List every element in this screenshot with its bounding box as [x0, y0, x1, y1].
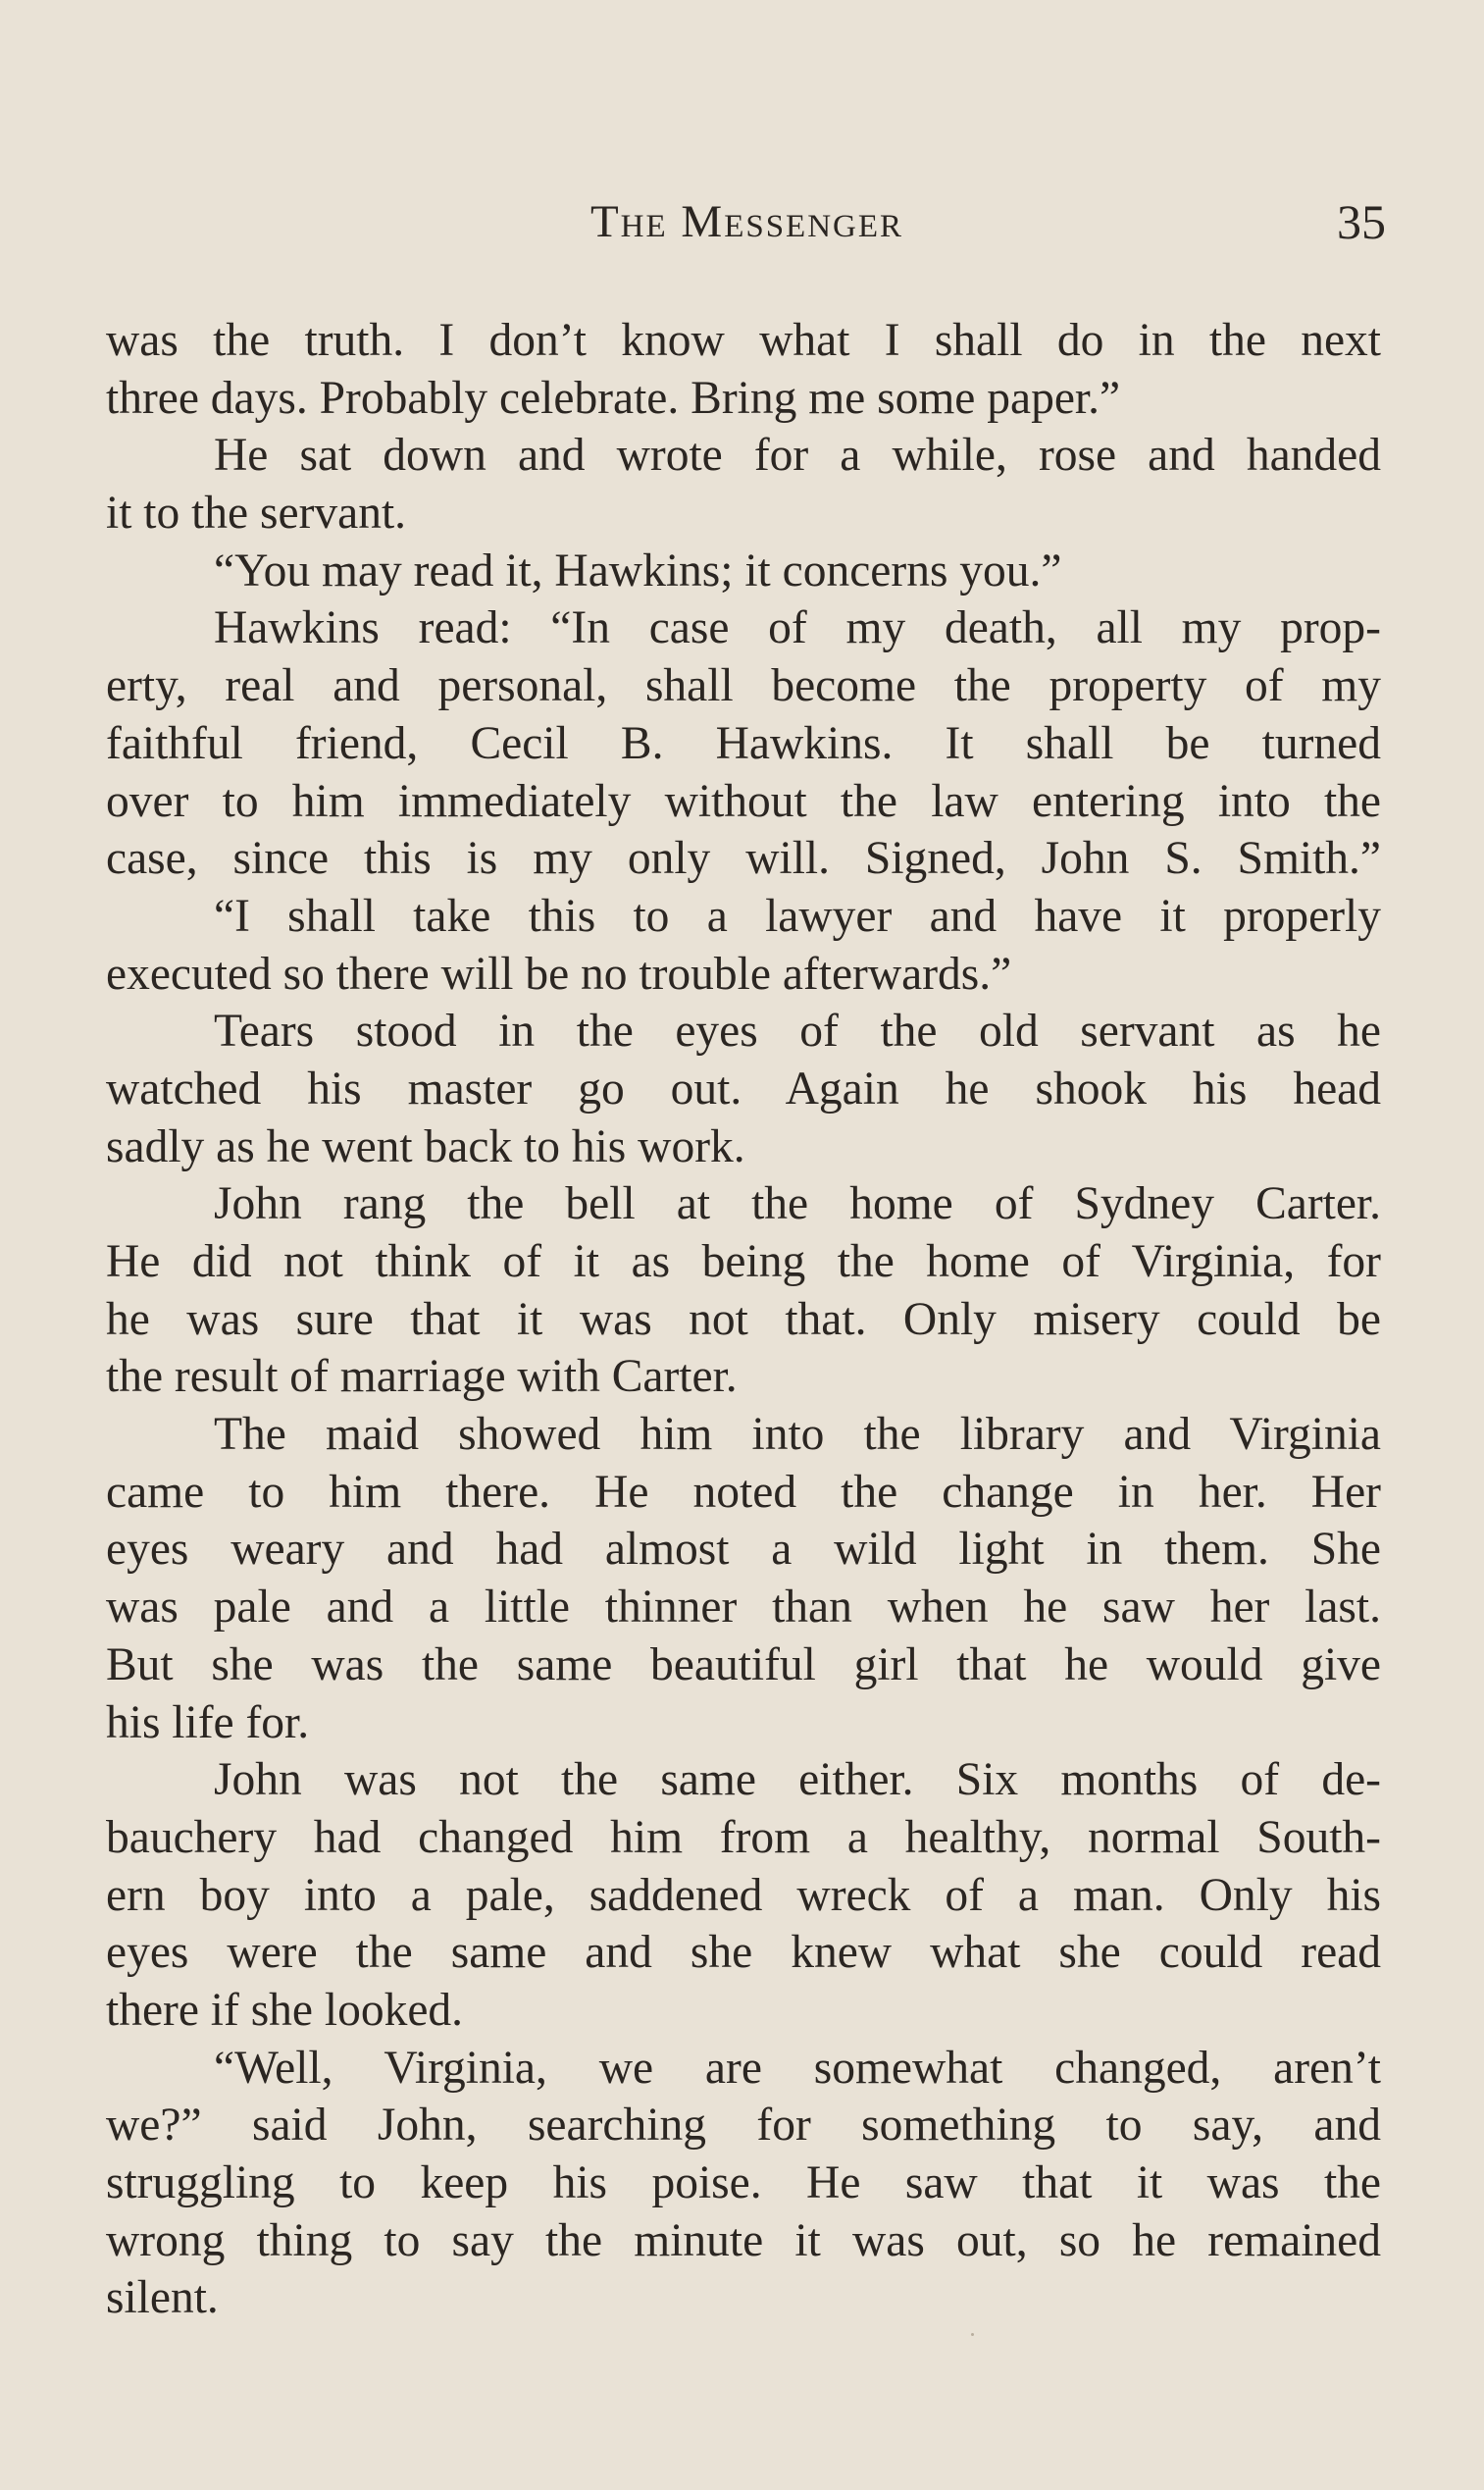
text-line: was the truth. I don’t know what I shall do in the next	[106, 315, 1381, 366]
text-line: watched his master go out. Again he shook his head	[106, 1063, 1381, 1115]
text-line: there if she looked.	[106, 1984, 464, 2036]
text-line: we?” said John, searching for something to say, and	[106, 2100, 1381, 2152]
text-line: ern boy into a pale, saddened wreck of a man. Only his	[106, 1869, 1381, 1921]
text-line: “Well, Virginia, we are somewhat changed, aren’t	[214, 2042, 1381, 2094]
text-line: case, since this is my only will. Signed, John S. Smith.”	[106, 833, 1381, 885]
text-line: He did not think of it as being the home of Virginia, for	[106, 1236, 1381, 1287]
text-line: sadly as he went back to his work.	[106, 1120, 745, 1172]
paper-speck	[971, 2333, 974, 2336]
text-line: “I shall take this to a lawyer and have it properly	[214, 890, 1381, 942]
text-line: was pale and a little thinner than when he saw her last.	[106, 1582, 1381, 1634]
text-line: But she was the same beautiful girl that he would give	[106, 1638, 1381, 1690]
text-line: bauchery had changed him from a healthy, normal South-	[106, 1811, 1381, 1863]
text-line: executed so there will be no trouble afterwards.”	[106, 948, 1012, 1000]
text-line: eyes weary and had almost a wild light in them. She	[106, 1524, 1381, 1576]
text-line: struggling to keep his poise. He saw that it was the	[106, 2157, 1381, 2208]
text-line: John rang the bell at the home of Sydney Carter.	[214, 1178, 1381, 1230]
text-line: He sat down and wrote for a while, rose and handed	[214, 430, 1381, 482]
text-line: over to him immediately without the law entering into the	[106, 775, 1381, 827]
text-line: “You may read it, Hawkins; it concerns you.”	[214, 545, 1062, 597]
text-line: three days. Probably celebrate. Bring me some paper.”	[106, 372, 1121, 424]
text-line: Tears stood in the eyes of the old servant as he	[214, 1006, 1381, 1058]
text-line: eyes were the same and she knew what she could read	[106, 1927, 1381, 1979]
running-title: The Messenger	[589, 196, 904, 247]
text-line: erty, real and personal, shall become the property of my	[106, 660, 1381, 712]
text-line: silent.	[106, 2272, 219, 2324]
text-line: he was sure that it was not that. Only misery could be	[106, 1293, 1381, 1345]
text-line: the result of marriage with Carter.	[106, 1351, 738, 1403]
text-line: wrong thing to say the minute it was out, so he remained	[106, 2214, 1381, 2266]
page-number: 35	[1337, 194, 1386, 249]
text-line: came to him there. He noted the change in her. Her	[106, 1466, 1381, 1518]
text-line: The maid showed him into the library and Virginia	[214, 1409, 1381, 1461]
text-line: faithful friend, Cecil B. Hawkins. It shall be turned	[106, 717, 1381, 769]
text-line: his life for.	[106, 1696, 310, 1748]
text-line: Hawkins read: “In case of my death, all my prop-	[214, 602, 1381, 654]
text-line: it to the servant.	[106, 488, 407, 540]
body-text	[106, 312, 1381, 2327]
text-line: John was not the same either. Six months of de-	[214, 1754, 1381, 1806]
running-head	[108, 192, 1386, 251]
